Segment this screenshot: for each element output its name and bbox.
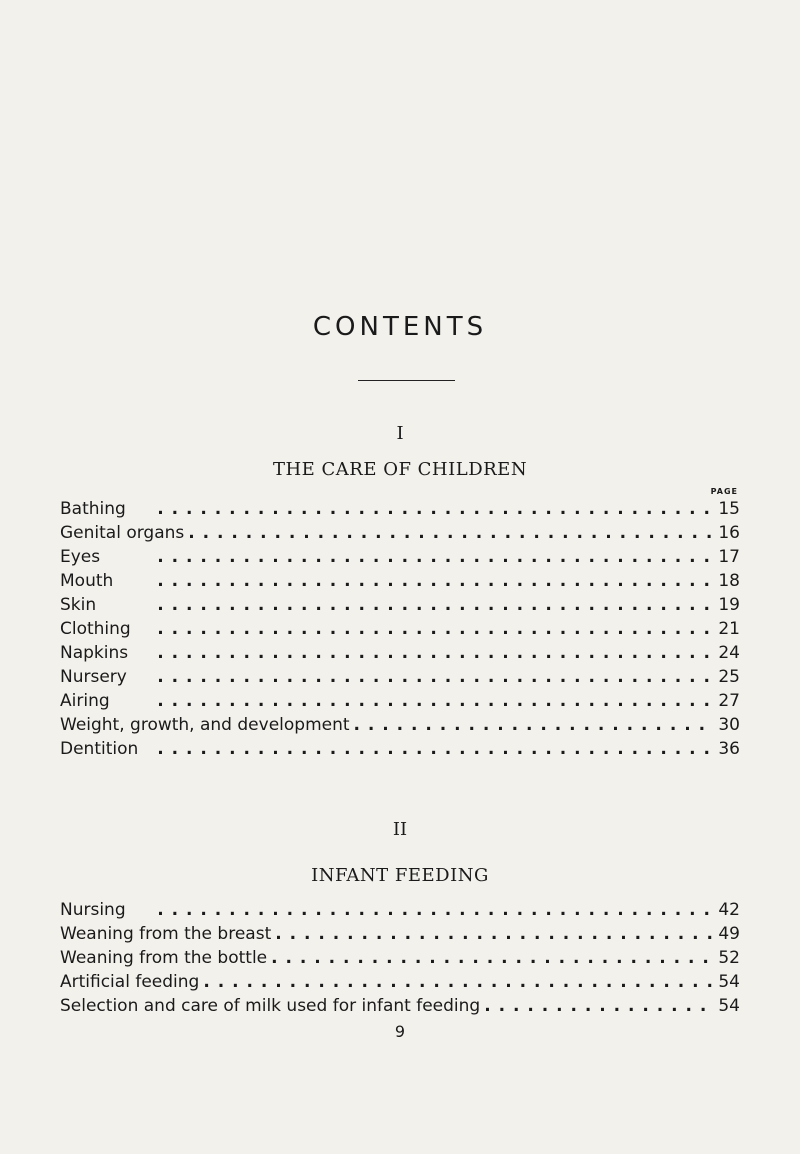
toc-entry-page: 24 (718, 643, 740, 663)
part-1-numeral: I (396, 423, 404, 444)
toc-entry-page: 15 (718, 499, 740, 519)
dot-leader (138, 737, 714, 761)
part-2-title: INFANT FEEDING (311, 865, 489, 886)
toc-entry-title: Eyes (60, 547, 101, 567)
toc-entry (60, 737, 740, 761)
dot-leader (113, 569, 714, 593)
toc-entry (60, 497, 740, 521)
heading-rule (358, 380, 455, 381)
dot-leader (271, 922, 714, 946)
page-number: 9 (394, 1022, 406, 1041)
toc-entry-title: Napkins (60, 643, 129, 663)
dot-leader (96, 593, 714, 617)
toc-entry-page: 16 (718, 523, 740, 543)
toc-entry-page: 49 (718, 924, 740, 944)
toc-entry-title: Weaning from the bottle (60, 948, 268, 968)
toc-entry-title: Skin (60, 595, 97, 615)
dot-leader (480, 994, 714, 1018)
page-column-label: PAGE (710, 487, 738, 496)
dot-leader (267, 946, 714, 970)
toc-entry-page: 36 (718, 739, 740, 759)
dot-leader (110, 689, 714, 713)
contents-heading: CONTENTS (312, 312, 488, 342)
dot-leader (350, 713, 714, 737)
toc-entry (60, 713, 740, 737)
toc-entry-title: Selection and care of milk used for infant feeding (60, 996, 481, 1016)
toc-entry (60, 970, 740, 994)
toc-entry (60, 922, 740, 946)
toc-entry (60, 994, 740, 1018)
toc-entry-title: Airing (60, 691, 110, 711)
part-1-title: THE CARE OF CHILDREN (272, 459, 528, 480)
part-2-numeral: II (392, 819, 408, 840)
toc-entry-page: 21 (718, 619, 740, 639)
toc-entry-title: Weight, growth, and development (60, 715, 350, 735)
toc-entry-page: 52 (718, 948, 740, 968)
toc-entry-title: Artificial feeding (60, 972, 200, 992)
toc-entry-page: 42 (718, 900, 740, 920)
dot-leader (184, 521, 714, 545)
toc-entry (60, 641, 740, 665)
toc-entry (60, 689, 740, 713)
dot-leader (126, 497, 714, 521)
toc-entry-title: Weaning from the breast (60, 924, 272, 944)
toc-entry-page: 54 (718, 972, 740, 992)
toc-entry-title: Nursing (60, 900, 126, 920)
toc-entry-page: 17 (718, 547, 740, 567)
toc-entry (60, 569, 740, 593)
dot-leader (128, 641, 714, 665)
toc-entry-title: Dentition (60, 739, 139, 759)
toc-entry (60, 521, 740, 545)
dot-leader (131, 617, 714, 641)
toc-entry-page: 54 (718, 996, 740, 1016)
dot-leader (100, 545, 714, 569)
toc-entry-page: 18 (718, 571, 740, 591)
dot-leader (127, 665, 714, 689)
toc-entry (60, 617, 740, 641)
toc-entry (60, 946, 740, 970)
toc-entry-page: 30 (718, 715, 740, 735)
toc-entry (60, 898, 740, 922)
toc-entry-title: Bathing (60, 499, 126, 519)
toc-entry-page: 27 (718, 691, 740, 711)
dot-leader (126, 898, 714, 922)
toc-entry-title: Mouth (60, 571, 114, 591)
toc-entry (60, 665, 740, 689)
toc-entry (60, 545, 740, 569)
dot-leader (199, 970, 714, 994)
toc-entry-title: Clothing (60, 619, 131, 639)
toc-entry-title: Genital organs (60, 523, 185, 543)
toc-entry (60, 593, 740, 617)
toc-entry-page: 19 (718, 595, 740, 615)
toc-entry-title: Nursery (60, 667, 127, 687)
toc-entry-page: 25 (718, 667, 740, 687)
